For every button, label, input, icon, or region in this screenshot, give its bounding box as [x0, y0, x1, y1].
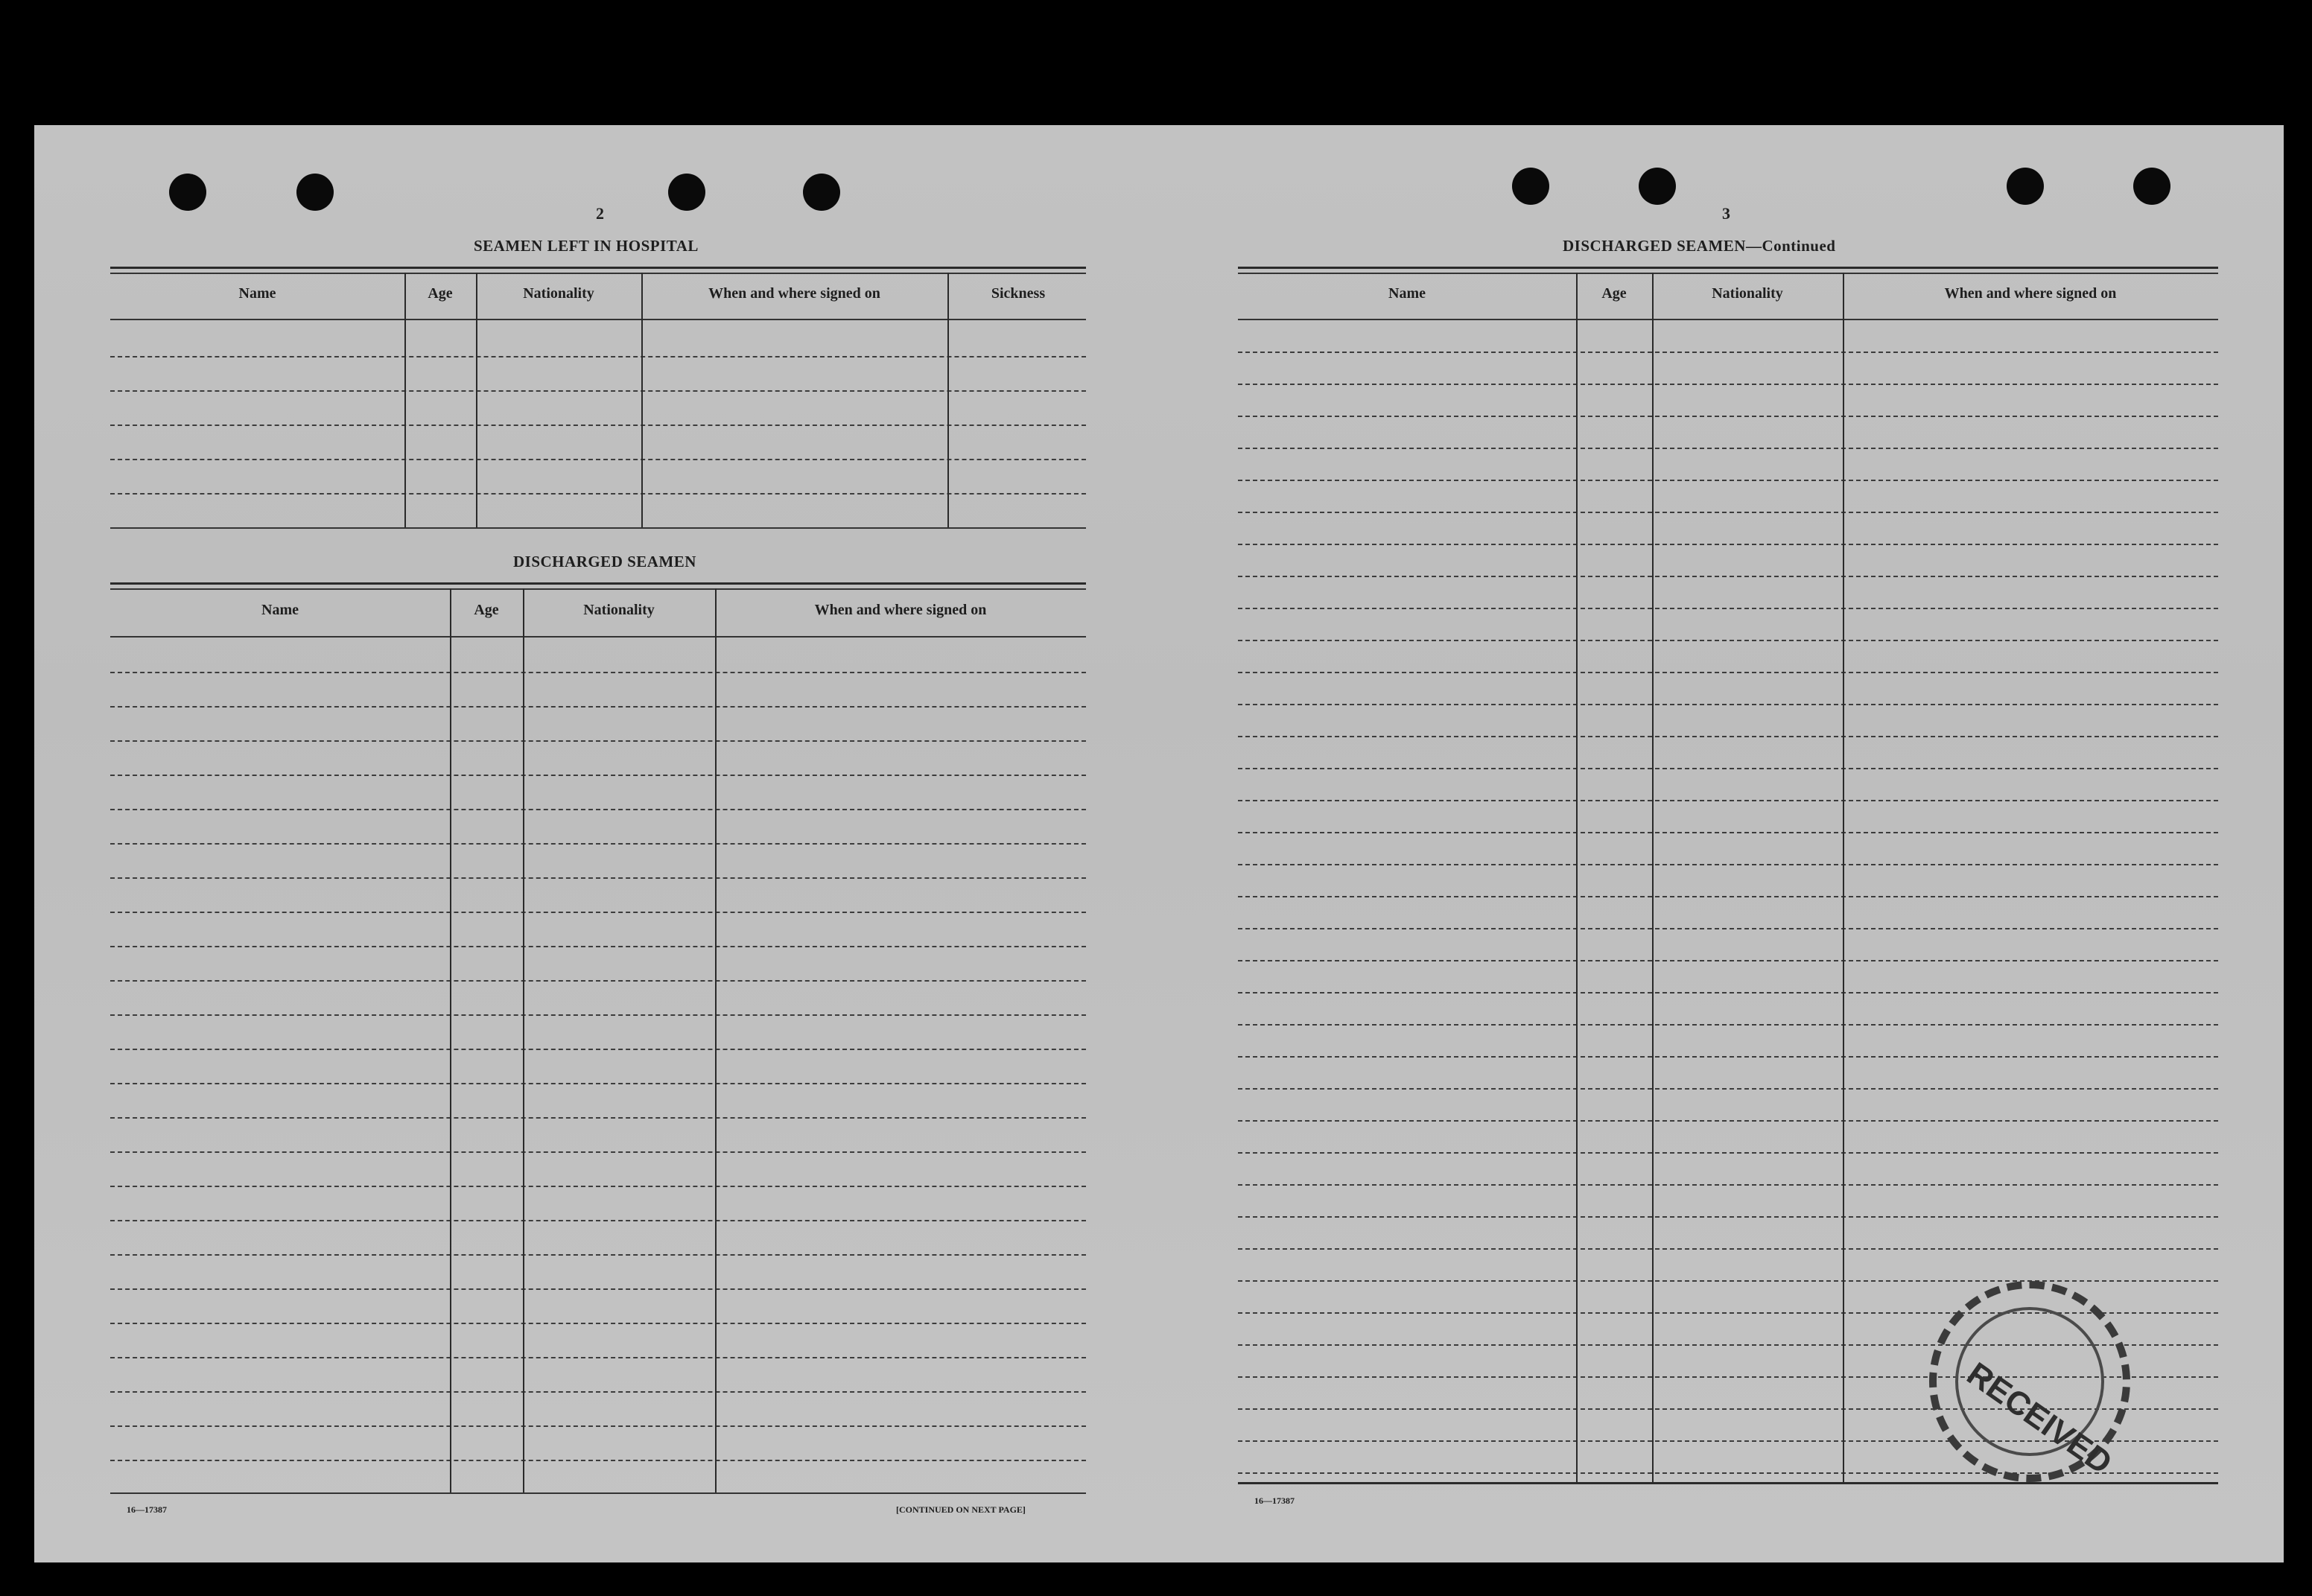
entry-row-line	[110, 1288, 1086, 1290]
column-header-age: Age	[428, 285, 453, 302]
page-number-right: 3	[1722, 204, 1730, 223]
punch-hole	[2007, 168, 2044, 205]
discharged-section-title: DISCHARGED SEAMEN	[513, 553, 696, 570]
entry-row-line	[110, 672, 1086, 673]
entry-row-line	[1238, 480, 2218, 481]
column-header-name: Name	[238, 285, 276, 302]
entry-row-line	[110, 390, 1086, 392]
entry-row-line	[110, 877, 1086, 879]
form-number-right: 16—17387	[1254, 1495, 1295, 1506]
entry-row-line	[110, 1391, 1086, 1393]
entry-row-line	[1238, 1152, 2218, 1154]
entry-row-line	[1238, 416, 2218, 417]
header-rule	[1238, 319, 2218, 320]
column-divider	[523, 588, 524, 1492]
entry-row-line	[110, 356, 1086, 357]
entry-row-line	[110, 1460, 1086, 1461]
entry-row-line	[110, 843, 1086, 845]
column-header-age: Age	[474, 602, 499, 618]
column-divider	[715, 588, 717, 1492]
punch-hole	[1512, 168, 1549, 205]
table-top-rule	[1238, 267, 2218, 269]
column-divider	[1652, 273, 1654, 1482]
entry-row-line	[110, 740, 1086, 742]
entry-row-line	[1238, 352, 2218, 353]
entry-row-line	[110, 912, 1086, 913]
table-bottom-rule	[110, 527, 1086, 529]
column-header-when-where: When and where signed on	[814, 602, 987, 618]
entry-row-line	[110, 775, 1086, 776]
column-header-name: Name	[261, 602, 299, 618]
entry-row-line	[110, 493, 1086, 495]
punch-hole	[296, 174, 334, 211]
entry-row-line	[110, 1049, 1086, 1050]
hospital-section-title: SEAMEN LEFT IN HOSPITAL	[474, 237, 699, 255]
entry-row-line	[1238, 640, 2218, 641]
entry-row-line	[110, 1186, 1086, 1187]
entry-row-line	[110, 980, 1086, 982]
entry-row-line	[1238, 1120, 2218, 1122]
entry-row-line	[1238, 608, 2218, 609]
header-rule	[110, 636, 1086, 638]
entry-row-line	[110, 425, 1086, 426]
punch-hole	[803, 174, 840, 211]
form-number-left: 16—17387	[127, 1504, 167, 1515]
discharged-title-main: DISCHARGED SEAMEN	[1563, 237, 1746, 255]
entry-row-line	[110, 1323, 1086, 1324]
entry-row-line	[1238, 512, 2218, 513]
entry-row-line	[1238, 864, 2218, 865]
column-divider	[476, 273, 477, 527]
punch-hole	[2133, 168, 2170, 205]
entry-row-line	[1238, 1056, 2218, 1058]
entry-row-line	[1238, 736, 2218, 737]
received-stamp-text: RECEIVED	[1960, 1355, 2119, 1482]
table-top-rule	[110, 267, 1086, 269]
entry-row-line	[1238, 896, 2218, 897]
entry-row-line	[1238, 384, 2218, 385]
column-header-nationality: Nationality	[583, 602, 655, 618]
column-header-name: Name	[1388, 285, 1426, 302]
entry-row-line	[110, 459, 1086, 460]
table-top-rule	[110, 582, 1086, 585]
column-header-when-where: When and where signed on	[1944, 285, 2117, 302]
table-top-rule	[110, 273, 1086, 274]
entry-row-line	[1238, 928, 2218, 929]
column-divider	[1843, 273, 1844, 1482]
entry-row-line	[110, 1117, 1086, 1119]
entry-row-line	[1238, 1216, 2218, 1218]
column-divider	[641, 273, 643, 527]
entry-row-line	[1238, 1024, 2218, 1026]
entry-row-line	[1238, 544, 2218, 545]
entry-row-line	[1238, 1248, 2218, 1250]
entry-row-line	[1238, 960, 2218, 961]
page-number-left: 2	[596, 204, 604, 223]
entry-row-line	[110, 1425, 1086, 1427]
entry-row-line	[1238, 704, 2218, 705]
table-bottom-rule	[110, 1492, 1086, 1494]
entry-row-line	[110, 1014, 1086, 1016]
discharged-title-suffix: —Continued	[1745, 237, 1836, 255]
header-rule	[110, 319, 1086, 320]
punch-hole	[668, 174, 705, 211]
column-header-nationality: Nationality	[523, 285, 594, 302]
punch-hole	[1639, 168, 1676, 205]
continued-note: [CONTINUED ON NEXT PAGE]	[896, 1504, 1026, 1515]
column-divider	[947, 273, 949, 527]
table-top-rule	[110, 588, 1086, 590]
column-divider	[404, 273, 406, 527]
entry-row-line	[1238, 800, 2218, 801]
entry-row-line	[1238, 576, 2218, 577]
entry-row-line	[110, 946, 1086, 947]
entry-row-line	[110, 809, 1086, 810]
table-top-rule	[1238, 273, 2218, 274]
column-divider	[450, 588, 451, 1492]
column-divider	[1576, 273, 1578, 1482]
entry-row-line	[1238, 1184, 2218, 1186]
column-header-age: Age	[1601, 285, 1627, 302]
entry-row-line	[110, 1083, 1086, 1084]
entry-row-line	[1238, 992, 2218, 993]
entry-row-line	[110, 1151, 1086, 1153]
entry-row-line	[110, 1357, 1086, 1358]
entry-row-line	[110, 1220, 1086, 1221]
entry-row-line	[1238, 1280, 2218, 1282]
entry-row-line	[1238, 448, 2218, 449]
entry-row-line	[110, 706, 1086, 708]
column-header-when-where: When and where signed on	[708, 285, 880, 302]
entry-row-line	[1238, 1088, 2218, 1090]
table-bottom-rule	[1238, 1482, 2218, 1484]
column-header-nationality: Nationality	[1712, 285, 1783, 302]
entry-row-line	[1238, 832, 2218, 833]
discharged-continued-title	[1563, 237, 1835, 255]
entry-row-line	[1238, 768, 2218, 769]
entry-row-line	[110, 1254, 1086, 1256]
punch-hole	[169, 174, 206, 211]
column-header-sickness: Sickness	[991, 285, 1046, 302]
entry-row-line	[1238, 672, 2218, 673]
